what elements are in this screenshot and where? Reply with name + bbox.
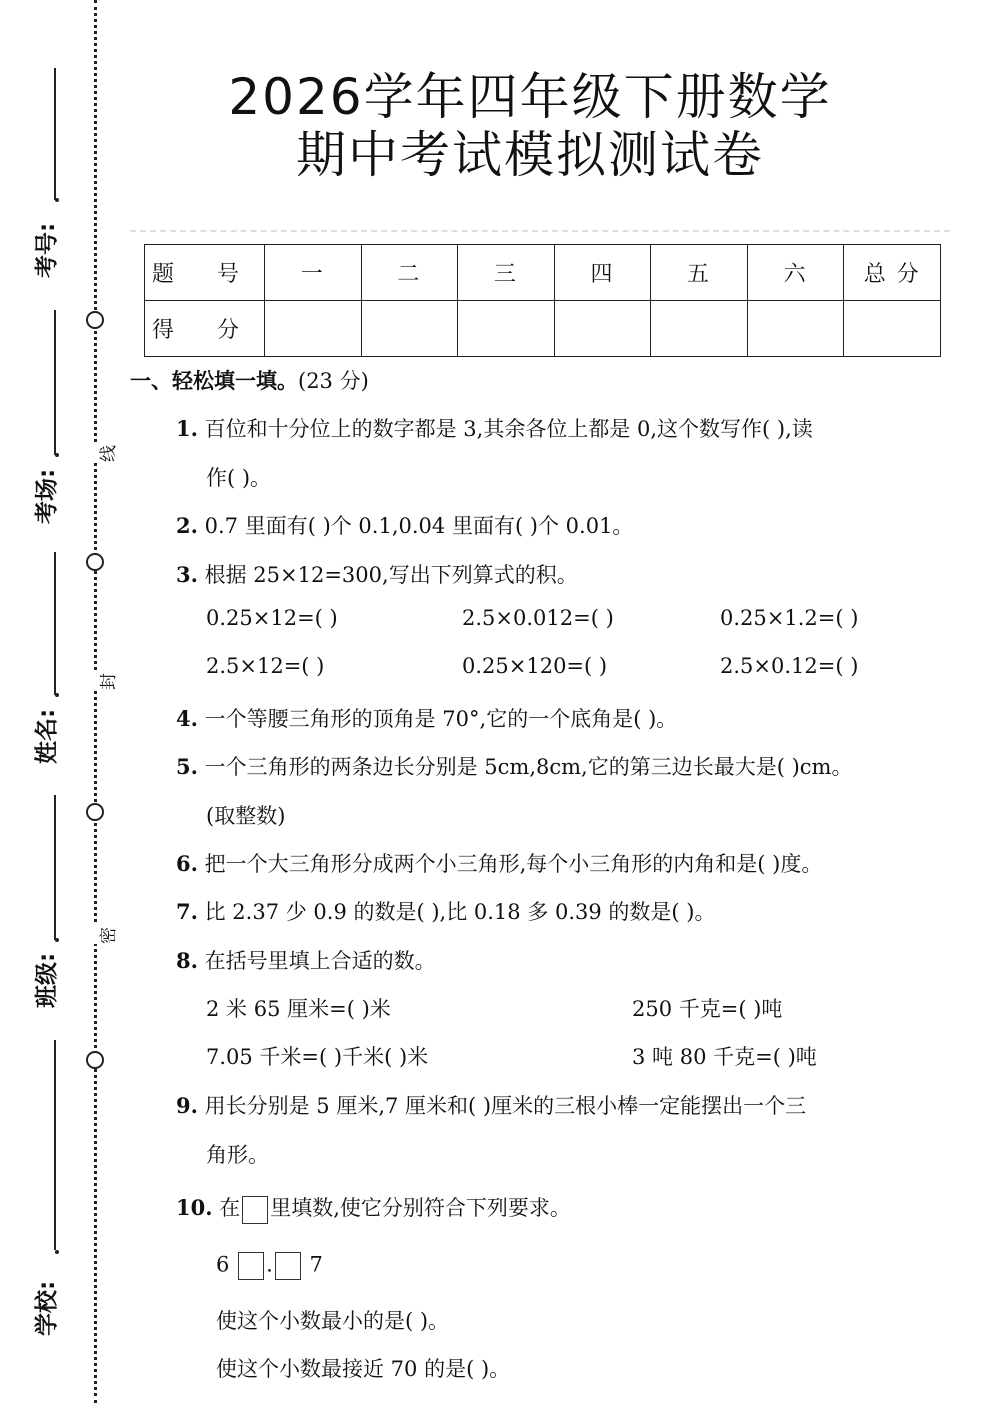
exam-number-line[interactable] xyxy=(54,68,56,200)
decimal-point: . xyxy=(266,1252,273,1277)
expression-6: 2.5×0.12=( ) xyxy=(720,654,859,678)
header-label: 题 号 xyxy=(145,245,265,301)
exam-room-line[interactable] xyxy=(54,310,56,455)
question-5-continued: (取整数) xyxy=(206,804,286,828)
question-number: 6. xyxy=(176,851,198,876)
score-cell-2[interactable] xyxy=(361,301,458,357)
binding-margin xyxy=(0,0,125,1403)
question-3 xyxy=(176,559,578,589)
question-4 xyxy=(176,703,677,733)
column-total: 总 分 xyxy=(844,245,941,301)
question-text: 用长分别是 5 厘米,7 厘米和( )厘米的三根小棒一定能摆出一个三 xyxy=(204,1094,807,1118)
score-table-header-row xyxy=(145,245,941,301)
requirement-1: 使这个小数最小的是( )。 xyxy=(216,1309,450,1333)
expression-4: 2.5×12=( ) xyxy=(206,654,325,678)
question-6 xyxy=(176,848,822,878)
score-cell-5[interactable] xyxy=(651,301,748,357)
conversion-item-1: 2 米 65 厘米=( )米 xyxy=(206,997,391,1021)
score-table xyxy=(144,244,941,357)
section-heading xyxy=(130,365,369,395)
question-number: 8. xyxy=(176,948,198,973)
column-1: 一 xyxy=(265,245,362,301)
binding-hole-circle xyxy=(86,803,104,821)
column-3: 三 xyxy=(458,245,555,301)
question-number: 1. xyxy=(176,416,198,441)
expression-3: 0.25×1.2=( ) xyxy=(720,606,859,630)
question-number: 2. xyxy=(176,513,198,538)
field-line-end-dot xyxy=(55,938,59,942)
question-number: 10. xyxy=(176,1195,213,1220)
question-1 xyxy=(176,413,813,443)
score-cell-1[interactable] xyxy=(265,301,362,357)
exam-number-label: 考号: xyxy=(34,222,60,278)
question-1-continued: 作( )。 xyxy=(206,466,272,490)
binding-hole-circle xyxy=(86,311,104,329)
class-line[interactable] xyxy=(54,795,56,940)
question-text-post: 里填数,使它分别符合下列要求。 xyxy=(270,1196,571,1220)
question-text: 根据 25×12=300,写出下列算式的积。 xyxy=(204,563,578,587)
expression-1: 0.25×12=( ) xyxy=(206,606,338,630)
binding-hole-circle xyxy=(86,553,104,571)
answer-box-example xyxy=(242,1196,268,1224)
question-number: 7. xyxy=(176,899,198,924)
field-line-end-dot xyxy=(55,198,59,202)
question-2 xyxy=(176,510,633,540)
digit-box-tenths[interactable] xyxy=(275,1252,301,1280)
field-line-end-dot xyxy=(55,453,59,457)
score-cell-4[interactable] xyxy=(554,301,651,357)
question-text: 在括号里填上合适的数。 xyxy=(204,949,436,973)
name-label: 姓名: xyxy=(34,708,60,764)
question-5 xyxy=(176,751,852,781)
section-title: 一、轻松填一填。 xyxy=(130,369,298,393)
question-text: 0.7 里面有( )个 0.1,0.04 里面有( )个 0.01。 xyxy=(204,514,634,538)
question-text-pre: 在 xyxy=(219,1196,241,1220)
question-7 xyxy=(176,896,716,926)
question-text: 一个三角形的两条边长分别是 5cm,8cm,它的第三边长最大是( )cm。 xyxy=(204,755,853,779)
cut-word-mi: 密 xyxy=(94,924,119,944)
cut-word-xian: 线 xyxy=(94,442,119,462)
score-cell-total[interactable] xyxy=(844,301,941,357)
page-title-line2: 期中考试模拟测试卷 xyxy=(296,126,764,184)
digit-six: 6 xyxy=(216,1252,230,1277)
conversion-item-2: 250 千克=( )吨 xyxy=(632,997,783,1021)
question-text: 把一个大三角形分成两个小三角形,每个小三角形的内角和是( )度。 xyxy=(204,852,823,876)
score-cell-6[interactable] xyxy=(747,301,844,357)
question-text: 比 2.37 少 0.9 的数是( ),比 0.18 多 0.39 的数是( )。 xyxy=(204,900,716,924)
class-label: 班级: xyxy=(34,952,60,1008)
question-10 xyxy=(176,1192,571,1224)
name-line[interactable] xyxy=(54,552,56,695)
school-line[interactable] xyxy=(54,1040,56,1250)
question-number: 3. xyxy=(176,562,198,587)
score-table-score-row xyxy=(145,301,941,357)
cut-word-feng: 封 xyxy=(94,670,119,690)
field-line-end-dot xyxy=(55,693,59,697)
field-line-end-dot xyxy=(55,1250,59,1254)
requirement-2: 使这个小数最接近 70 的是( )。 xyxy=(216,1357,511,1381)
conversion-item-4: 3 吨 80 千克=( )吨 xyxy=(632,1045,817,1069)
decimal-number xyxy=(216,1252,323,1280)
question-9 xyxy=(176,1090,806,1120)
column-5: 五 xyxy=(651,245,748,301)
expression-2: 2.5×0.012=( ) xyxy=(462,606,614,630)
question-number: 9. xyxy=(176,1093,198,1118)
question-text: 百位和十分位上的数字都是 3,其余各位上都是 0,这个数写作( ),读 xyxy=(204,417,813,441)
question-8 xyxy=(176,945,436,975)
conversion-item-3: 7.05 千米=( )千米( )米 xyxy=(206,1045,429,1069)
column-6: 六 xyxy=(747,245,844,301)
column-2: 二 xyxy=(361,245,458,301)
page-title-line1: 2026学年四年级下册数学 xyxy=(228,68,832,126)
binding-hole-circle xyxy=(86,1051,104,1069)
cut-dotted-line xyxy=(94,0,97,1403)
digit-seven: 7 xyxy=(309,1252,323,1277)
section-points: (23 分) xyxy=(298,369,369,393)
column-4: 四 xyxy=(554,245,651,301)
question-9-continued: 角形。 xyxy=(206,1143,269,1167)
title-separator xyxy=(130,230,950,232)
row-label: 得 分 xyxy=(145,301,265,357)
question-number: 4. xyxy=(176,706,198,731)
exam-room-label: 考场: xyxy=(34,468,60,524)
digit-box-ones[interactable] xyxy=(238,1252,264,1280)
question-number: 5. xyxy=(176,754,198,779)
school-label: 学校: xyxy=(34,1280,60,1336)
expression-5: 0.25×120=( ) xyxy=(462,654,608,678)
score-cell-3[interactable] xyxy=(458,301,555,357)
question-text: 一个等腰三角形的顶角是 70°,它的一个底角是( )。 xyxy=(204,707,678,731)
